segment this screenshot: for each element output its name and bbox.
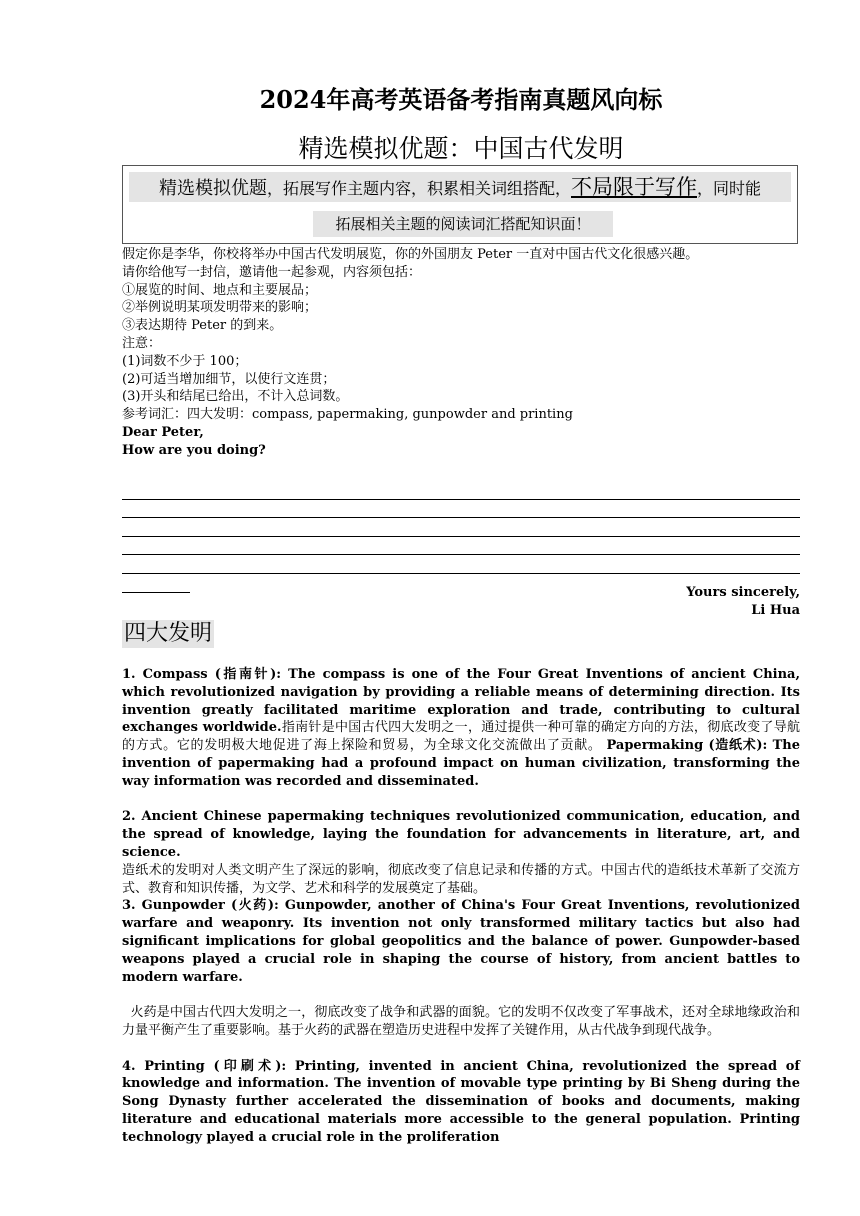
section-heading: 四大发明 xyxy=(124,621,213,646)
banner-part-3: 不局限于写作 xyxy=(571,175,697,199)
paragraph-gunpowder-chinese xyxy=(122,1004,800,1040)
prompt-vocab: 参考词汇：四大发明：compass, papermaking, gunpowder and printing xyxy=(122,407,573,423)
prompt-intro-1: 假定你是李华，你校将举办中国古代发明展览，你的外国朋友 Peter 一直对中国古代文化很感兴趣。 xyxy=(122,247,699,262)
article-content xyxy=(122,666,800,1164)
answer-line xyxy=(122,500,800,519)
answer-line xyxy=(122,518,800,537)
prompt-note-2: (2)可适当增加细节，以使行文连贯； xyxy=(122,371,336,387)
letter-opener: How are you doing? xyxy=(122,442,266,458)
banner-part-4: ，同时能 xyxy=(697,179,762,198)
answer-lines xyxy=(122,481,800,593)
paragraph-3-english: 3. Gunpowder (火药): Gunpowder, another of China's Four Great Inventions, revolutionized warfare and weaponry. Its invention not only transformed military tactics but also had significant implications for global geopolitics and the balance of power. Gunpowder-based weapons played a crucial role in shaping the course of history, from ancient battles to modern warfare. xyxy=(122,898,800,985)
prompt-note-1: (1)词数不少于 100； xyxy=(122,353,248,369)
paragraph-papermaking xyxy=(122,808,800,897)
paragraph-gunpowder xyxy=(122,897,800,986)
answer-line xyxy=(122,537,800,556)
prompt-item-1: ①展览的时间、地点和主要展品； xyxy=(122,282,318,298)
banner-part-1: 精选模拟优题 xyxy=(158,178,267,199)
banner-part-2: ，拓展写作主题内容，积累相关词组搭配， xyxy=(266,179,571,198)
letter-closing xyxy=(686,584,800,620)
closing-sign: Yours sincerely, xyxy=(686,585,800,600)
paragraph-compass xyxy=(122,666,800,791)
banner-line-1 xyxy=(129,172,791,202)
paragraph-1-chinese: 指南针是中国古代四大发明之一，通过提供一种可靠的确定方向的方法，彻底改变了导航的方式。它的发明极大地促进了海上探险和贸易，为全球文化交流做出了贡献。 xyxy=(122,720,800,754)
paragraph-printing xyxy=(122,1058,800,1147)
prompt-item-3: ③表达期待 Peter 的到来。 xyxy=(122,318,283,334)
prompt-note: 注意： xyxy=(122,335,162,351)
writing-prompt xyxy=(122,246,800,460)
banner-box xyxy=(122,165,798,244)
answer-line xyxy=(122,481,800,500)
prompt-note-3: (3)开头和结尾已给出，不计入总词数。 xyxy=(122,389,349,405)
paragraph-4-english: 4. Printing (印刷术): Printing, invented in ancient China, revolutionized the spread of knowledge and information. The invention of movable type printing by Bi Sheng during the Song Dynasty further accelerated the dissemination of books and documents, making literature and educational materials more accessible to the general population. Printing technology played a crucial role in the proliferation xyxy=(122,1058,800,1145)
banner-line-2: 拓展相关主题的阅读词汇搭配知识面！ xyxy=(313,211,613,237)
paragraph-3-chinese: 火药是中国古代四大发明之一，彻底改变了战争和武器的面貌。它的发明不仅改变了军事战术，还对全球地缘政治和力量平衡产生了重要影响。基于火药的武器在塑造历史进程中发挥了关键作用，从古代战争到现代战争。 xyxy=(122,1005,800,1038)
answer-line-short xyxy=(122,574,190,593)
closing-name: Li Hua xyxy=(751,603,800,618)
answer-line xyxy=(122,555,800,574)
paragraph-1-english: 1. Compass (指南针): The compass is one of the Four Great Inventions of ancient China, which revolutionized navigation by providing a reliable means of determining direction. Its invention greatly facilitated maritime exploration and trade, contributing to cultural exchanges worldwide. xyxy=(122,667,800,736)
prompt-intro-2: 请你给他写一封信，邀请他一起参观，内容须包括： xyxy=(122,264,422,280)
paragraph-1-papermaking: Papermaking (造纸术): The invention of papermaking had a profound impact on human civilization, transforming the way information was recorded and disseminated. xyxy=(122,738,800,789)
letter-greeting: Dear Peter, xyxy=(122,424,204,440)
prompt-item-2: ②举例说明某项发明带来的影响； xyxy=(122,300,318,316)
main-title: 2024年高考英语备考指南真题风向标 xyxy=(259,85,663,114)
paragraph-2-english: 2. Ancient Chinese papermaking techniques revolutionized communication, education, and the spread of knowledge, laying the foundation for advancements in literature, art, and science. xyxy=(122,809,800,860)
sub-title: 精选模拟优题：中国古代发明 xyxy=(298,134,624,163)
paragraph-2-chinese: 造纸术的发明对人类文明产生了深远的影响，彻底改变了信息记录和传播的方式。中国古代的造纸技术革新了交流方式、教育和知识传播，为文学、艺术和科学的发展奠定了基础。 xyxy=(122,862,800,896)
